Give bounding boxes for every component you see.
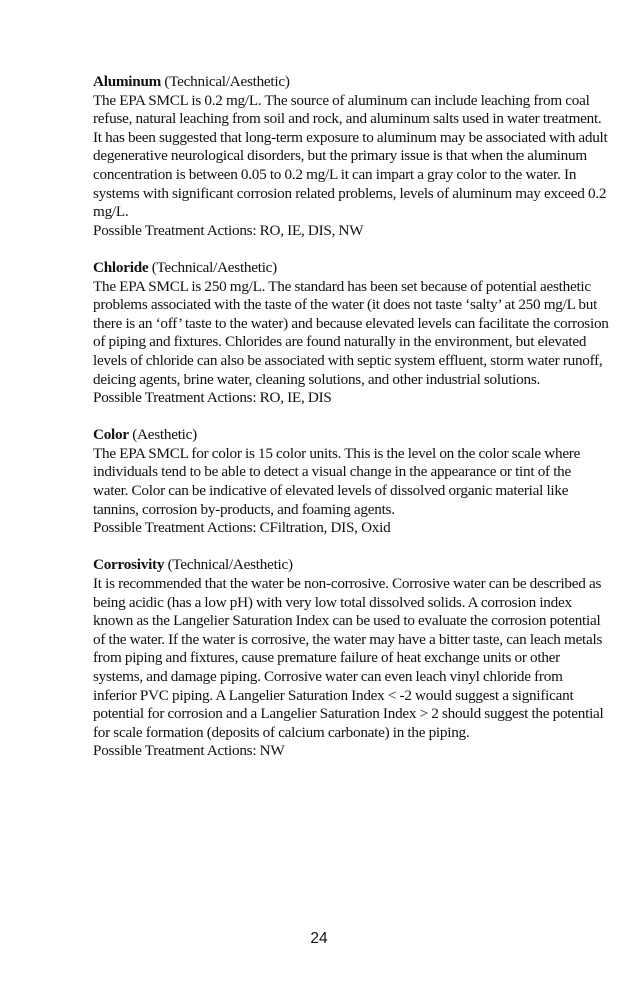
section-aluminum [93,73,609,240]
section-paragraph: The EPA SMCL for color is 15 color units. This is the level on the color scale where individuals tend to be able to detect a visual change in the appearance or tint of the water. Color can be indicative of elevated levels of dissolved organic material like tannins, corrosion by-products, and foaming agents. [93,444,581,518]
section-heading [93,259,609,278]
section-category: (Technical/Aesthetic) [164,556,293,574]
section-term: Corrosivity [93,556,165,574]
document-body [93,73,609,780]
section-paragraph: The EPA SMCL is 250 mg/L. The standard has been set because of potential aesthetic problems associated with the taste of the water (it does not taste ‘salty’ at 250 mg/L but there is an ‘off’ taste to the water) and because elevated levels can facilitate the corrosion of piping and fixtures. Chlorides are found naturally in the environment, but elevated levels of chloride can also be associated with septic system effluent, storm water runoff, deicing agents, brine water, cleaning solutions, and other industrial solutions. [93,277,609,388]
treatment-actions: Possible Treatment Actions: RO, IE, DIS [93,389,332,407]
treatment-actions: Possible Treatment Actions: CFiltration, DIS, Oxid [93,519,391,537]
section-category: (Technical/Aesthetic) [161,73,290,90]
page-number: 24 [310,930,328,947]
treatment-actions: Possible Treatment Actions: RO, IE, DIS, NW [93,221,364,239]
treatment-actions: Possible Treatment Actions: NW [93,742,285,760]
section-paragraph: It is recommended that the water be non-corrosive. Corrosive water can be described as being acidic (has a low pH) with very low total dissolved solids. A corrosion index known as the Langelier Saturation Index can be used to evaluate the corrosion potential of the water. If the water is corrosive, the water may have a bitter taste, can leach metals from piping and fixtures, cause premature failure of heat exchange units or other systems, and damage piping. Corrosive water can even leach vinyl chloride from inferior PVC piping. A Langelier Saturation Index < -2 would suggest a significant potential for corrosion and a Langelier Saturation Index > 2 should suggest the potential for scale formation (deposits of calcium carbonate) in the piping. [93,575,604,741]
section-heading [93,73,609,92]
section-term: Color [93,426,129,444]
section-heading [93,556,609,575]
section-term: Chloride [93,258,149,276]
section-paragraph: The EPA SMCL is 0.2 mg/L. The source of aluminum can include leaching from coal refuse, natural leaching from soil and rock, and aluminum salts used in water treatment. It has been suggested that long-term exposure to aluminum may be associated with adult degenerative neurological disorders, but the primary issue is that when the aluminum concentration is between 0.05 to 0.2 mg/L it can impart a gray color to the water. In systems with significant corrosion related problems, levels of aluminum may exceed 0.2 mg/L. [93,91,608,221]
section-chloride [93,259,609,408]
section-category: (Technical/Aesthetic) [148,258,277,276]
section-heading [93,426,609,445]
section-color [93,426,609,538]
section-category: (Aesthetic) [128,426,197,444]
section-corrosivity [93,556,609,761]
section-term: Aluminum [93,73,162,90]
